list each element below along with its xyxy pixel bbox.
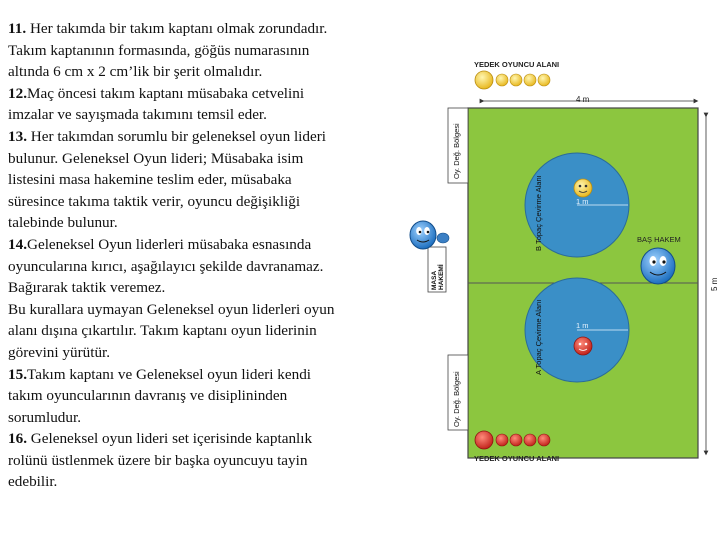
rule-15-line-1: 15.Takım kaptanı ve Geleneksel oyun lideri kendi: [8, 365, 312, 383]
head-referee-icon: [641, 248, 675, 284]
top-bench-players: [475, 71, 550, 89]
red-player-icon: [524, 434, 536, 446]
rule-16-line-3: edebilir.: [8, 473, 58, 491]
circle-a-label: A Topaç Çevirme Alanı: [534, 299, 543, 375]
rule-14-line-5: alanı dışına çıkartılır. Takım kaptanı oyun liderinin: [8, 322, 317, 340]
red-player-icon: [475, 431, 493, 449]
rule-12-line-1: 12.Maç öncesi takım kaptanı müsabaka cetvelini: [8, 84, 305, 102]
rule-number: 12.: [8, 84, 27, 102]
rule-number: 16.: [8, 430, 27, 448]
yellow-player-icon: [524, 74, 536, 86]
yellow-player-icon: [538, 74, 550, 86]
rule-number: 11.: [8, 20, 27, 37]
rule-11-line-3: altında 6 cm x 2 cm’lik bir şerit olmalıdır.: [8, 63, 263, 81]
rule-11-line-2: Takım kaptanının formasında, göğüs numarasının: [8, 41, 310, 59]
width-label: 4 m: [576, 95, 590, 104]
rule-11-line-1: 11. Her takımda bir takım kaptanı olmak zorundadır.: [8, 20, 328, 37]
yellow-player-icon: [496, 74, 508, 86]
top-bench-label: YEDEK OYUNCU ALANI: [474, 60, 560, 69]
red-player-icon: [538, 434, 550, 446]
rule-13-line-2: bulunur. Geleneksel Oyun lideri; Müsabaka isim: [8, 149, 304, 167]
rule-14-line-3: Bağırarak taktik veremez.: [8, 279, 166, 297]
circle-b-label: B Topaç Çevirme Alanı: [534, 175, 543, 251]
rule-number: 14.: [8, 235, 27, 253]
playing-field-diagram: [400, 55, 720, 475]
rule-14-line-4: Bu kurallara uymayan Geleneksel oyun liderleri oyun: [8, 300, 335, 318]
rule-12-line-2: imzalar ve sayışmada takımını temsil eder.: [8, 106, 267, 124]
table-referee-icon: [410, 221, 449, 249]
sub-zone-top-label: Oy. Değ. Bölgesi: [452, 123, 461, 179]
rule-13-line-1: 13. Her takımdan sorumlu bir geleneksel oyun lideri: [8, 127, 327, 145]
rule-15-line-2: takım oyuncularının davranış ve disiplininden: [8, 387, 288, 405]
rule-13-line-4: süresince takıma taktik verir, oyuncu değişikliği: [8, 192, 301, 210]
rule-number: 13.: [8, 127, 27, 145]
bottom-bench-label: YEDEK OYUNCU ALANI: [474, 454, 560, 463]
rule-16-line-2: rolünü üstlenmek üzere bir başka oyuncuyu tayin: [8, 451, 308, 469]
rule-13-line-3: listesini masa hakemine teslim eder, müsabaka: [8, 171, 292, 189]
yellow-player-icon: [475, 71, 493, 89]
field-svg: [400, 55, 720, 475]
red-player-in-circle: [574, 337, 592, 355]
rule-number: 15.: [8, 365, 27, 383]
red-player-icon: [496, 434, 508, 446]
yellow-player-in-circle: [574, 179, 592, 197]
radius-label-b: 1 m: [576, 197, 589, 206]
sub-zone-bottom-label: Oy. Değ. Bölgesi: [452, 371, 461, 427]
red-player-icon: [510, 434, 522, 446]
radius-label-a: 1 m: [576, 321, 589, 330]
height-label: 5 m: [710, 277, 719, 291]
rule-14-line-2: oyuncularına kırıcı, aşağılayıcı şekilde davranamaz.: [8, 257, 324, 275]
rule-15-line-3: sorumludur.: [8, 408, 81, 426]
yellow-player-icon: [510, 74, 522, 86]
rule-14-line-6: görevini yürütür.: [8, 343, 111, 361]
rule-14-line-1: 14.Geleneksel Oyun liderleri müsabaka esnasında: [8, 235, 312, 253]
rule-13-line-5: talebinde bulunur.: [8, 214, 118, 232]
table-referee-label: MASA HAKEMİ: [431, 264, 445, 290]
rule-16-line-1: 16. Geleneksel oyun lideri set içerisinde kaptanlık: [8, 430, 313, 448]
head-referee-label: BAŞ HAKEM: [637, 235, 681, 244]
rules-text: [8, 18, 408, 493]
